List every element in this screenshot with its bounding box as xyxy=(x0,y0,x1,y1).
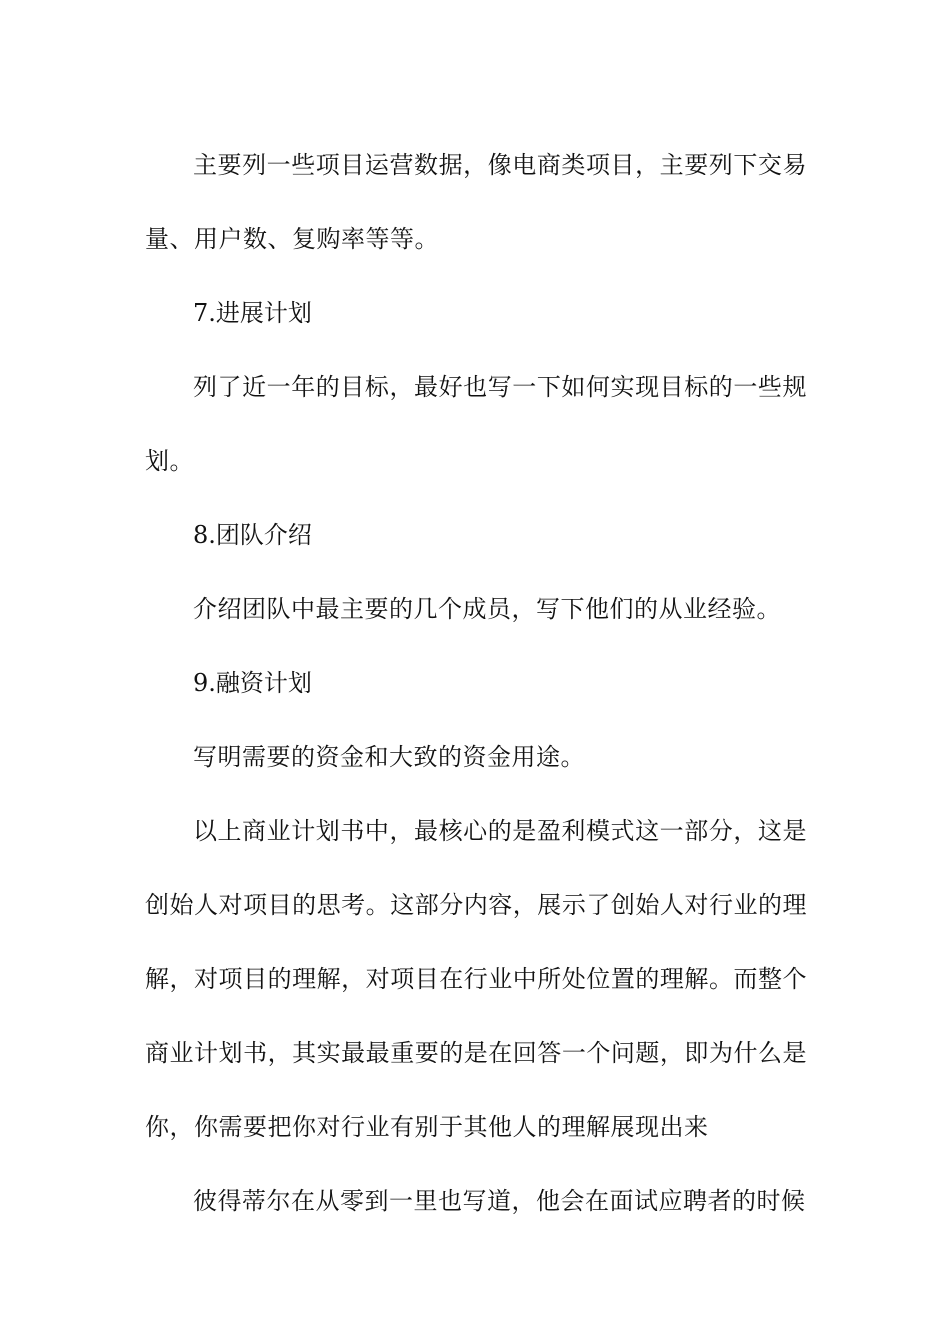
heading-team-intro: 8.团队介绍 xyxy=(193,521,312,549)
heading-financing-plan: 9.融资计划 xyxy=(193,669,312,697)
paragraph-team-intro: 介绍团队中最主要的几个成员，写下他们的从业经验。 xyxy=(193,595,781,623)
document-body xyxy=(145,128,807,1238)
paragraph-progress-plan: 列了近一年的目标，最好也写一下如何实现目标的一些规划。 xyxy=(145,373,807,475)
paragraph-operating-data: 主要列一些项目运营数据，像电商类项目，主要列下交易量、用户数、复购率等等。 xyxy=(145,151,807,253)
paragraph-summary: 以上商业计划书中，最核心的是盈利模式这一部分，这是创始人对项目的思考。这部分内容，展示了创始人对行业的理解，对项目的理解，对项目在行业中所处位置的理解。而整个商业计划书，其实最最重要的是在回答一个问题，即为什么是你，你需要把你对行业有别于其他人的理解展现出来 xyxy=(145,817,807,1141)
heading-progress-plan: 7.进展计划 xyxy=(193,299,312,327)
paragraph-financing-plan: 写明需要的资金和大致的资金用途。 xyxy=(193,743,585,771)
paragraph-peter-thiel: 彼得蒂尔在从零到一里也写道，他会在面试应聘者的时候 xyxy=(193,1187,806,1215)
